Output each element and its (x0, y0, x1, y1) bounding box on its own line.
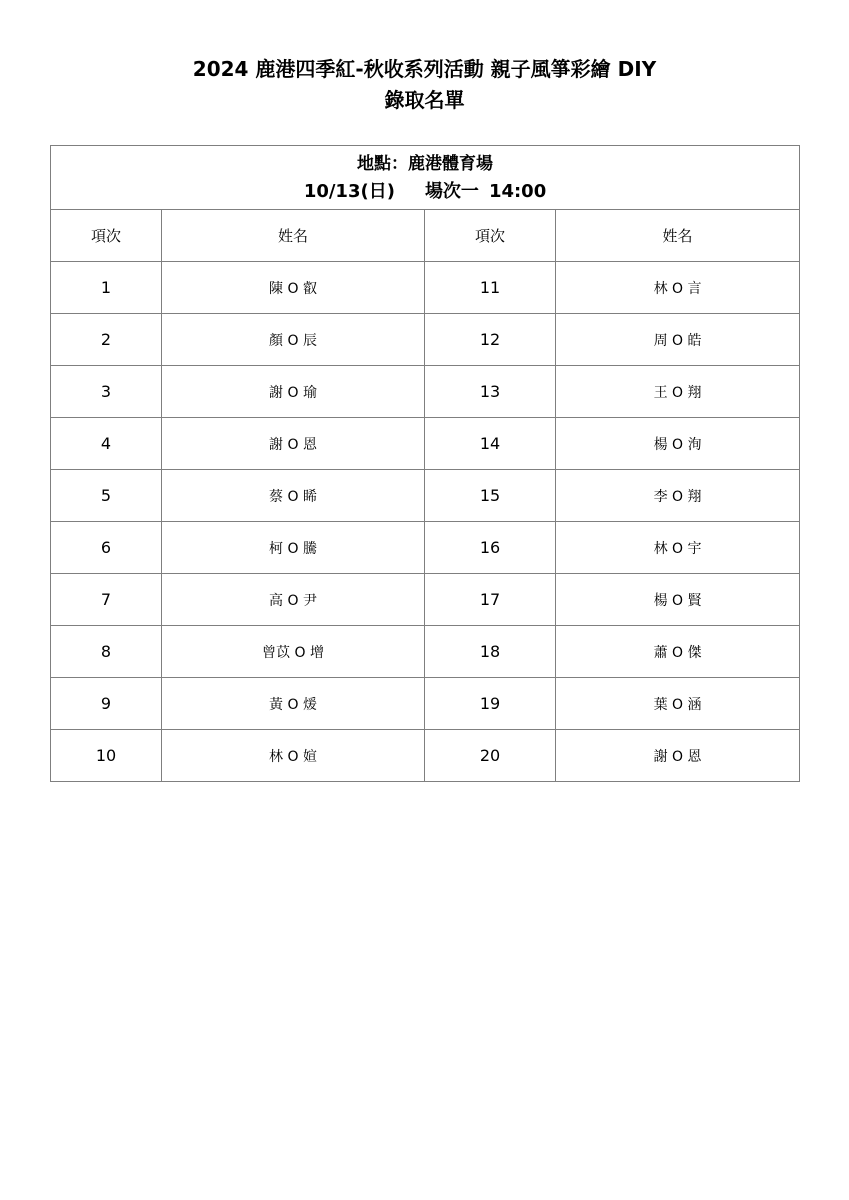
row-name-right: 葉 O 涵 (556, 678, 800, 730)
document-subtitle: 錄取名單 (384, 88, 465, 112)
row-index-left: 8 (51, 626, 162, 678)
row-name-left: 謝 O 瑜 (162, 366, 425, 418)
row-index-right: 17 (425, 574, 556, 626)
session-line (51, 178, 799, 206)
row-index-right: 16 (425, 522, 556, 574)
table-row (51, 470, 800, 522)
row-index-right: 13 (425, 366, 556, 418)
row-name-left: 曾苡 O 增 (162, 626, 425, 678)
row-name-right: 林 O 宇 (556, 522, 800, 574)
row-name-right: 周 O 皓 (556, 314, 800, 366)
document-title: 2024 鹿港四季紅-秋收系列活動 親子風箏彩繪 DIY (192, 57, 657, 81)
row-name-left: 高 O 尹 (162, 574, 425, 626)
column-header-index-2: 項次 (425, 210, 556, 262)
row-index-left: 3 (51, 366, 162, 418)
row-index-left: 5 (51, 470, 162, 522)
table-row (51, 678, 800, 730)
row-name-left: 顏 O 辰 (162, 314, 425, 366)
row-index-right: 11 (425, 262, 556, 314)
event-info-header (51, 146, 800, 210)
column-header-name-1: 姓名 (162, 210, 425, 262)
table-row (51, 418, 800, 470)
table-row (51, 262, 800, 314)
location-label: 地點： (357, 153, 409, 174)
row-name-left: 蔡 O 睎 (162, 470, 425, 522)
row-name-left: 柯 O 騰 (162, 522, 425, 574)
session-label: 場次一 (424, 180, 479, 202)
row-name-right: 李 O 翔 (556, 470, 800, 522)
row-index-left: 10 (51, 730, 162, 782)
table-row (51, 626, 800, 678)
session-time: 14:00 (488, 180, 547, 202)
row-index-right: 15 (425, 470, 556, 522)
row-name-right: 楊 O 洵 (556, 418, 800, 470)
row-name-right: 謝 O 恩 (556, 730, 800, 782)
row-name-left: 黃 O 煖 (162, 678, 425, 730)
row-name-left: 陳 O 叡 (162, 262, 425, 314)
row-name-right: 林 O 言 (556, 262, 800, 314)
row-index-left: 9 (51, 678, 162, 730)
table-row (51, 522, 800, 574)
row-index-right: 18 (425, 626, 556, 678)
row-name-right: 蕭 O 傑 (556, 626, 800, 678)
row-index-right: 14 (425, 418, 556, 470)
event-date: 10/13(日) (303, 180, 395, 202)
row-index-right: 20 (425, 730, 556, 782)
row-index-left: 7 (51, 574, 162, 626)
row-index-left: 6 (51, 522, 162, 574)
row-index-left: 4 (51, 418, 162, 470)
table-row (51, 574, 800, 626)
table-row (51, 366, 800, 418)
row-name-right: 楊 O 賢 (556, 574, 800, 626)
column-header-name-2: 姓名 (556, 210, 800, 262)
row-index-right: 12 (425, 314, 556, 366)
row-name-left: 謝 O 恩 (162, 418, 425, 470)
column-header-index-1: 項次 (51, 210, 162, 262)
row-index-right: 19 (425, 678, 556, 730)
row-name-right: 王 O 翔 (556, 366, 800, 418)
table-row (51, 730, 800, 782)
location-value: 鹿港體育場 (408, 153, 494, 174)
row-name-left: 林 O 媗 (162, 730, 425, 782)
row-index-left: 1 (51, 262, 162, 314)
location-line (51, 150, 799, 178)
roster-table (50, 145, 800, 782)
table-row (51, 314, 800, 366)
row-index-left: 2 (51, 314, 162, 366)
column-header-row (51, 210, 800, 262)
